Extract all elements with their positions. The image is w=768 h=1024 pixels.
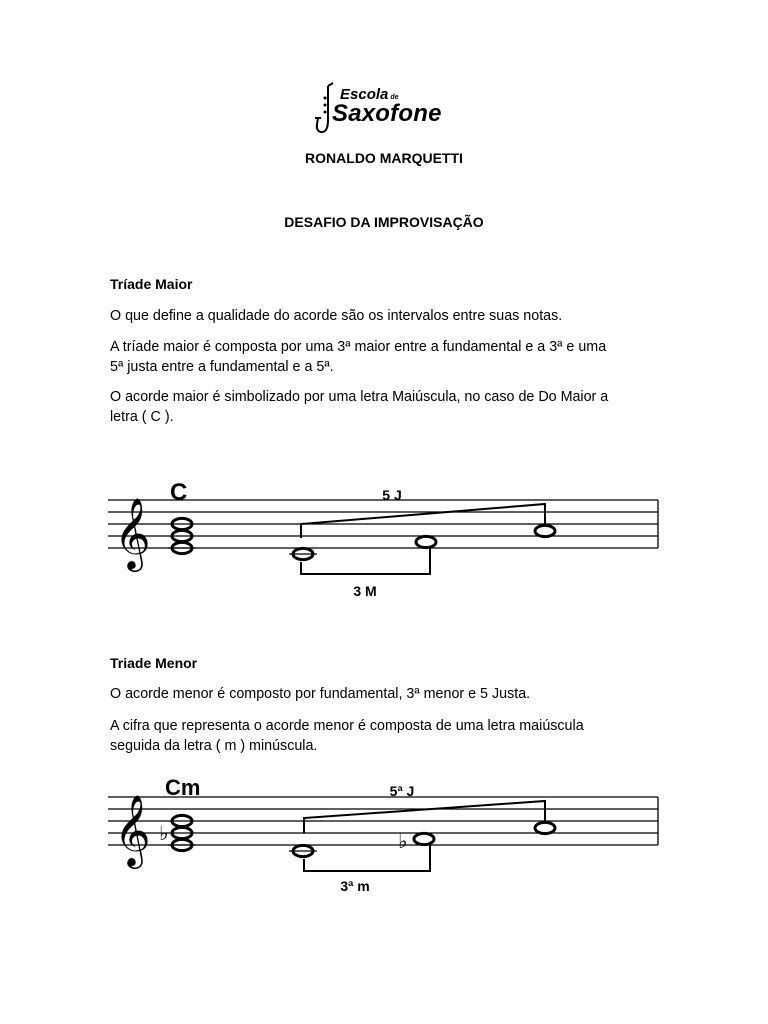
section-heading-major: Tríade Maior bbox=[110, 276, 193, 292]
fifth-note bbox=[535, 822, 555, 833]
paragraph-line: letra ( C ). bbox=[110, 409, 174, 425]
fifth-interval-bracket bbox=[301, 504, 545, 538]
paragraph bbox=[110, 716, 670, 756]
staff-major-triad bbox=[0, 470, 768, 610]
root-note bbox=[289, 548, 317, 559]
section-heading-minor: Triade Menor bbox=[110, 655, 198, 671]
school-logo bbox=[312, 82, 462, 138]
paragraph-line: A cifra que representa o acorde menor é composta de uma letra maiúscula bbox=[110, 718, 584, 734]
third-note bbox=[416, 536, 436, 547]
third-interval-label: 3 M bbox=[353, 583, 377, 599]
third-interval-label: 3ª m bbox=[340, 878, 370, 894]
logo-line1: Escola de bbox=[340, 86, 399, 103]
paragraph-line: A tríade maior é composta por uma 3ª maior entre a fundamental e a 3ª e uma bbox=[110, 339, 607, 355]
third-interval-bracket bbox=[304, 845, 430, 871]
paragraph-line: 5ª justa entre a fundamental e a 5ª. bbox=[110, 359, 334, 375]
fifth-interval-bracket bbox=[304, 801, 545, 833]
paragraph: O acorde menor é composto por fundamental, 3ª menor e 5 Justa. bbox=[110, 686, 531, 702]
paragraph bbox=[110, 337, 670, 377]
paragraph-line: seguida da letra ( m ) minúscula. bbox=[110, 738, 318, 754]
paragraph-line: O acorde maior é simbolizado por uma letra Maiúscula, no caso de Do Maior a bbox=[110, 389, 609, 405]
root-note bbox=[289, 845, 317, 856]
paragraph bbox=[110, 387, 670, 427]
treble-clef-icon: 𝄞 bbox=[114, 499, 151, 568]
fifth-interval-label: 5 J bbox=[382, 487, 402, 503]
treble-clef-icon: 𝄞 bbox=[114, 796, 151, 865]
author-name: RONALDO MARQUETTI bbox=[305, 150, 463, 166]
paragraph: O que define a qualidade do acorde são os intervalos entre suas notas. bbox=[110, 308, 563, 324]
flat-icon: ♭ bbox=[159, 823, 169, 845]
page-title: DESAFIO DA IMPROVISAÇÃO bbox=[284, 214, 484, 230]
flat-icon: ♭ bbox=[398, 831, 408, 853]
fifth-interval-label: 5ª J bbox=[389, 783, 415, 799]
chord-symbol: Cm bbox=[165, 775, 201, 800]
fifth-note bbox=[535, 525, 555, 536]
third-interval-bracket bbox=[301, 548, 430, 574]
chord-symbol: C bbox=[170, 479, 188, 506]
minor-third-note bbox=[414, 833, 434, 844]
staff-minor-triad bbox=[0, 770, 768, 900]
logo-line2: Saxofone bbox=[332, 100, 442, 127]
